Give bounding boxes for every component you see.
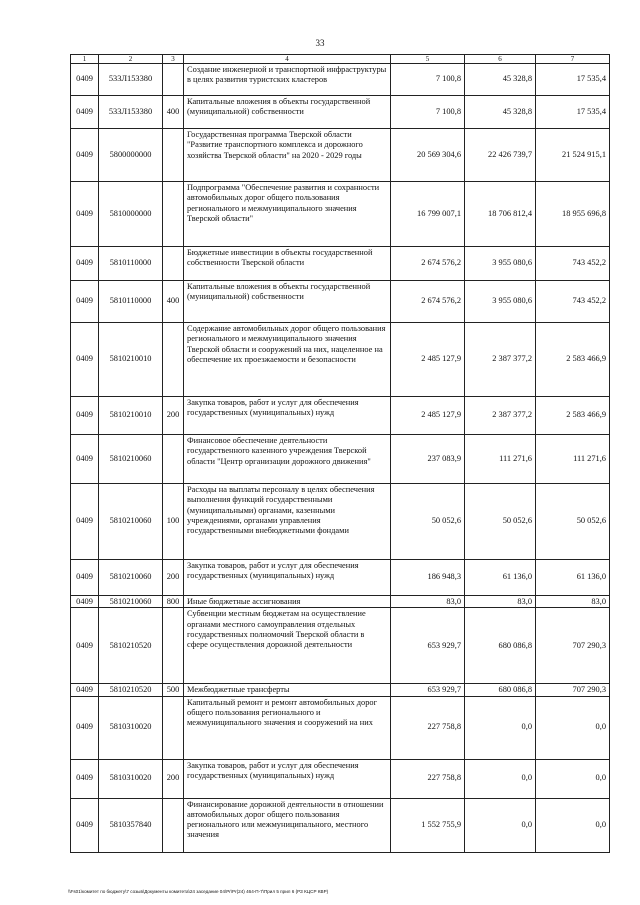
table-row [71,129,610,182]
cell-name: Капитальные вложения в объекты государственной (муниципальной) собственности [184,281,391,323]
cell-section-code: 0409 [71,484,99,560]
cell-amount-3: 21 524 915,1 [536,129,610,182]
cell-target-article: 5810110000 [99,281,163,323]
cell-section-code: 0409 [71,64,99,96]
cell-target-article: 5810310020 [99,696,163,759]
cell-amount-3: 0,0 [536,759,610,798]
cell-amount-3: 743 452,2 [536,281,610,323]
cell-expense-type [163,435,184,484]
cell-section-code: 0409 [71,435,99,484]
cell-amount-1: 653 929,7 [391,684,465,696]
cell-amount-3: 111 271,6 [536,435,610,484]
cell-amount-1: 50 052,6 [391,484,465,560]
cell-section-code: 0409 [71,129,99,182]
cell-expense-type [163,129,184,182]
cell-target-article: 5810000000 [99,182,163,247]
cell-expense-type [163,182,184,247]
cell-name: Финансирование дорожной деятельности в отношении автомобильных дорог общего пользования регионального или межмуниципального, местного значения [184,798,391,852]
cell-target-article: 5810210060 [99,435,163,484]
table-row [71,247,610,281]
cell-amount-1: 7 100,8 [391,96,465,129]
cell-section-code: 0409 [71,696,99,759]
cell-section-code: 0409 [71,182,99,247]
table-row [71,596,610,608]
cell-name: Государственная программа Тверской области "Развитие транспортного комплекса и дорожного хозяйства Тверской области" на 2020 - 2029 годы [184,129,391,182]
cell-name: Финансовое обеспечение деятельности государственного казенного учреждения Тверской области "Центр организации дорожного движения" [184,435,391,484]
cell-amount-3: 61 136,0 [536,560,610,596]
cell-amount-3: 0,0 [536,696,610,759]
cell-amount-1: 227 758,8 [391,696,465,759]
cell-name: Капитальные вложения в объекты государственной (муниципальной) собственности [184,96,391,129]
cell-section-code: 0409 [71,247,99,281]
col-header-5: 5 [391,55,465,64]
table-row [71,64,610,96]
col-header-4: 4 [184,55,391,64]
col-header-2: 2 [99,55,163,64]
cell-section-code: 0409 [71,323,99,397]
cell-expense-type: 100 [163,484,184,560]
cell-amount-3: 2 583 466,9 [536,323,610,397]
cell-expense-type [163,64,184,96]
cell-target-article: 5810210060 [99,596,163,608]
table-row [71,96,610,129]
cell-section-code: 0409 [71,759,99,798]
cell-amount-1: 20 569 304,6 [391,129,465,182]
cell-expense-type: 500 [163,684,184,696]
cell-name: Закупка товаров, работ и услуг для обеспечения государственных (муниципальных) нужд [184,560,391,596]
table-header-row [71,55,610,64]
cell-name: Закупка товаров, работ и услуг для обеспечения государственных (муниципальных) нужд [184,759,391,798]
cell-amount-1: 2 674 576,2 [391,247,465,281]
cell-name: Субвенции местным бюджетам на осуществление органами местного самоуправления отдельных государственных полномочий Тверской области в сфере осуществления дорожной деятельности [184,608,391,684]
cell-expense-type: 400 [163,281,184,323]
cell-target-article: 533Л153380 [99,96,163,129]
cell-expense-type [163,798,184,852]
cell-amount-1: 1 552 755,9 [391,798,465,852]
cell-section-code: 0409 [71,608,99,684]
cell-amount-1: 83,0 [391,596,465,608]
cell-target-article: 5810210010 [99,323,163,397]
cell-amount-1: 16 799 007,1 [391,182,465,247]
cell-amount-2: 45 328,8 [465,64,536,96]
cell-amount-1: 653 929,7 [391,608,465,684]
cell-amount-1: 2 485 127,9 [391,323,465,397]
cell-amount-2: 18 706 812,4 [465,182,536,247]
cell-expense-type: 200 [163,759,184,798]
table-row [71,759,610,798]
cell-amount-1: 7 100,8 [391,64,465,96]
cell-expense-type: 400 [163,96,184,129]
cell-amount-2: 45 328,8 [465,96,536,129]
table-row [71,397,610,435]
budget-table [70,54,610,853]
cell-amount-2: 61 136,0 [465,560,536,596]
cell-expense-type: 200 [163,560,184,596]
cell-amount-1: 227 758,8 [391,759,465,798]
cell-amount-2: 0,0 [465,696,536,759]
cell-amount-3: 50 052,6 [536,484,610,560]
cell-expense-type [163,323,184,397]
cell-section-code: 0409 [71,397,99,435]
table-row [71,323,610,397]
cell-name: Закупка товаров, работ и услуг для обеспечения государственных (муниципальных) нужд [184,397,391,435]
page-number: 33 [315,38,325,48]
cell-amount-2: 22 426 739,7 [465,129,536,182]
cell-amount-3: 743 452,2 [536,247,610,281]
cell-amount-2: 2 387 377,2 [465,397,536,435]
table-row [71,608,610,684]
cell-amount-3: 2 583 466,9 [536,397,610,435]
cell-name: Расходы на выплаты персоналу в целях обеспечения выполнения функций государственными (муниципальными) органами, казенными учреждениями, органами управления государственными внебюджетными фондами [184,484,391,560]
cell-target-article: 5810357840 [99,798,163,852]
cell-amount-2: 111 271,6 [465,435,536,484]
table-row [71,684,610,696]
cell-amount-2: 2 387 377,2 [465,323,536,397]
cell-amount-1: 237 083,9 [391,435,465,484]
cell-name: Содержание автомобильных дорог общего пользования регионального и межмуниципального значения Тверской области и сооружений на них, нацеленное на обеспечение их проезжаемости и безопасности [184,323,391,397]
table-row [71,182,610,247]
cell-amount-2: 0,0 [465,798,536,852]
col-header-6: 6 [465,55,536,64]
table-row [71,798,610,852]
cell-name: Создание инженерной и транспортной инфраструктуры в целях развития туристских кластеров [184,64,391,96]
cell-amount-2: 83,0 [465,596,536,608]
cell-expense-type [163,696,184,759]
cell-target-article: 533Л153380 [99,64,163,96]
cell-expense-type [163,247,184,281]
cell-target-article: 5810110000 [99,247,163,281]
file-path-footer: \\Fs01\комитет по бюджету\7 созыв\Документы комитета\24 заседание 04\Pr\Pr(24) 464-П-7\Прил 5 прил 6 (РЗ КЦСР КВР) [68,889,329,894]
cell-expense-type: 800 [163,596,184,608]
cell-target-article: 5810210060 [99,560,163,596]
cell-section-code: 0409 [71,684,99,696]
cell-target-article: 5810210520 [99,684,163,696]
table-row [71,484,610,560]
table-row [71,696,610,759]
cell-name: Подпрограмма "Обеспечение развития и сохранности автомобильных дорог общего пользования регионального и межмуниципального значения Тверской области" [184,182,391,247]
cell-amount-2: 3 955 080,6 [465,281,536,323]
cell-target-article: 5810210520 [99,608,163,684]
cell-amount-3: 707 290,3 [536,684,610,696]
cell-amount-3: 707 290,3 [536,608,610,684]
col-header-7: 7 [536,55,610,64]
cell-section-code: 0409 [71,596,99,608]
cell-name: Капитальный ремонт и ремонт автомобильных дорог общего пользования регионального и межмуниципального значения и сооружений на них [184,696,391,759]
cell-amount-2: 3 955 080,6 [465,247,536,281]
cell-amount-3: 83,0 [536,596,610,608]
cell-amount-2: 680 086,8 [465,608,536,684]
cell-amount-3: 17 535,4 [536,64,610,96]
cell-section-code: 0409 [71,560,99,596]
col-header-1: 1 [71,55,99,64]
cell-section-code: 0409 [71,96,99,129]
cell-section-code: 0409 [71,798,99,852]
cell-amount-2: 50 052,6 [465,484,536,560]
cell-name: Иные бюджетные ассигнования [184,596,391,608]
cell-amount-1: 2 674 576,2 [391,281,465,323]
cell-amount-3: 17 535,4 [536,96,610,129]
cell-amount-2: 0,0 [465,759,536,798]
cell-target-article: 5810210010 [99,397,163,435]
cell-amount-1: 186 948,3 [391,560,465,596]
cell-name: Бюджетные инвестиции в объекты государственной собственности Тверской области [184,247,391,281]
cell-target-article: 5800000000 [99,129,163,182]
cell-amount-3: 0,0 [536,798,610,852]
table-row [71,281,610,323]
cell-amount-1: 2 485 127,9 [391,397,465,435]
cell-target-article: 5810310020 [99,759,163,798]
table-row [71,435,610,484]
cell-expense-type [163,608,184,684]
cell-name: Межбюджетные трансферты [184,684,391,696]
cell-amount-2: 680 086,8 [465,684,536,696]
table-row [71,560,610,596]
cell-expense-type: 200 [163,397,184,435]
cell-section-code: 0409 [71,281,99,323]
cell-amount-3: 18 955 696,8 [536,182,610,247]
col-header-3: 3 [163,55,184,64]
cell-target-article: 5810210060 [99,484,163,560]
